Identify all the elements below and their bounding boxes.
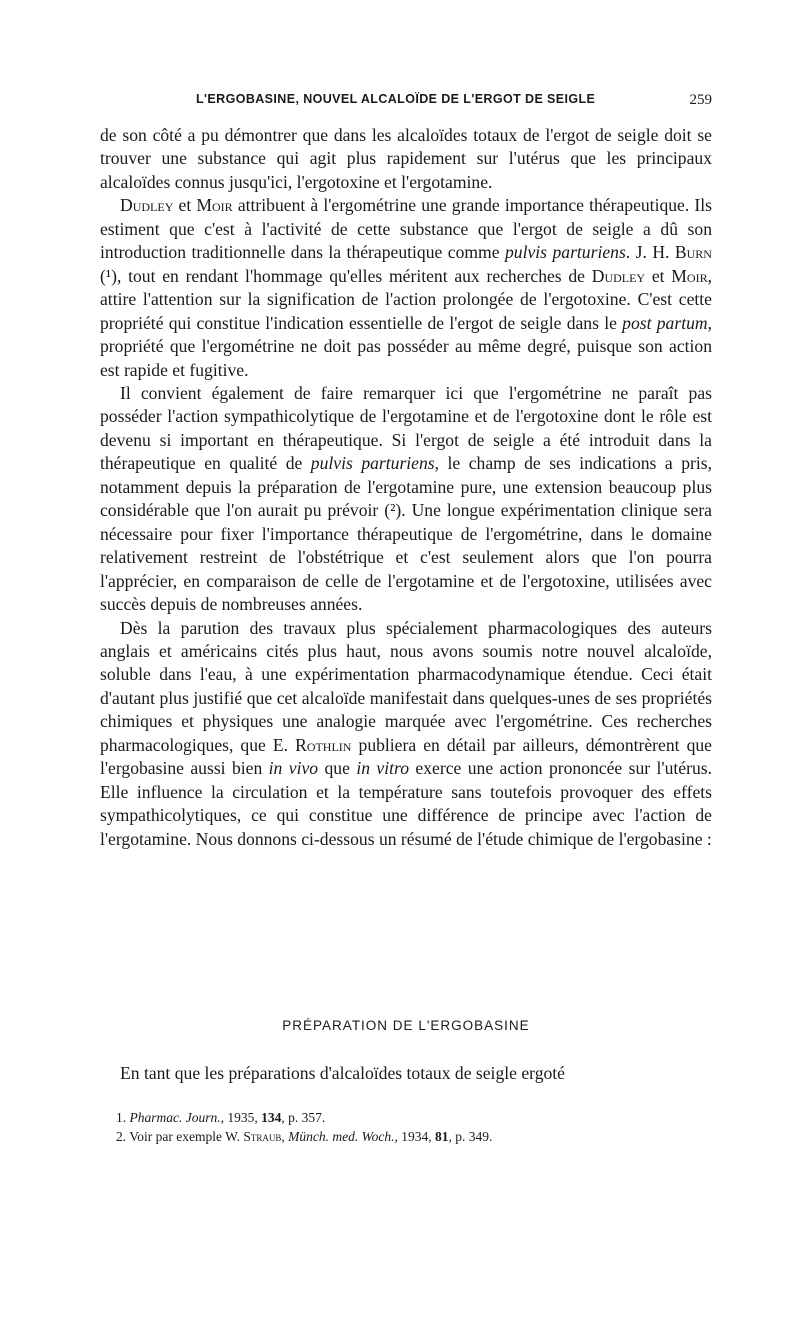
journal-title: Münch. med. Woch. bbox=[288, 1129, 395, 1144]
latin-term: in vivo bbox=[268, 758, 319, 779]
text-run: , 1934, bbox=[394, 1129, 435, 1144]
text-run: , bbox=[281, 1129, 289, 1144]
paragraph-4 bbox=[100, 617, 712, 852]
text-run: , 1935, bbox=[220, 1110, 262, 1125]
footnote-2 bbox=[100, 1127, 712, 1146]
text-run: , p. 349. bbox=[448, 1129, 493, 1144]
section-first-line: En tant que les préparations d'alcaloïdes totaux de seigle ergoté bbox=[120, 1063, 565, 1083]
running-header bbox=[100, 92, 712, 112]
paragraph-2 bbox=[100, 194, 712, 382]
text-run: Dès la parution des travaux plus spécialement pharmacologiques des auteurs anglais et américains cités plus haut, nous avons soumis notre nouvel alcaloïde, soluble dans l'eau, à une expérimentation pharmacodynamique étendue. Ceci était d'autant plus justifié que cet alcaloïde manifestait dans quelques-unes de ses propriétés chimiques et physiques une analogie marquée avec l'ergométrine. Ces recherches pharmacologiques, que E. bbox=[100, 617, 712, 755]
paragraph-1: de son côté a pu démontrer que dans les alcaloïdes totaux de l'ergot de seigle doit se trouver une substance qui agit plus rapidement sur l'utérus que les principaux alcaloïdes connus jusqu'ici, l'ergotoxine et l'ergotamine. bbox=[100, 125, 712, 192]
journal-title: Pharmac. Journ. bbox=[129, 1110, 221, 1125]
author-name: Straub bbox=[243, 1129, 282, 1144]
latin-term: post partum bbox=[622, 312, 708, 333]
text-run: Voir par exemple W. bbox=[126, 1129, 244, 1144]
paragraph-3 bbox=[100, 382, 712, 617]
body-text bbox=[100, 124, 712, 851]
running-title: L'ERGOBASINE, NOUVEL ALCALOÏDE DE L'ERGOT DE SEIGLE bbox=[196, 92, 596, 106]
text-run: et bbox=[173, 195, 197, 216]
author-name: Moir bbox=[196, 195, 233, 216]
footnote-ref: (¹), bbox=[100, 265, 129, 286]
footnote-number: 1. bbox=[116, 1110, 127, 1125]
text-run: tout en rendant l'hommage qu'elles méritent aux recherches de bbox=[128, 265, 592, 286]
latin-term: in vitro bbox=[356, 758, 409, 779]
author-name: Burn bbox=[674, 242, 712, 263]
latin-term: pulvis parturiens bbox=[310, 453, 435, 474]
page-number: 259 bbox=[689, 92, 712, 108]
text-run: , le champ de ses indications a pris, notamment depuis la préparation de l'ergotamine pure, une extension beaucoup plus considérable que l'on aurait pu prévoir (²). Une longue expérimentation clinique sera nécessaire pour fixer l'importance thérapeutique de l'ergométrine, dans le domaine relativement restreint de l'obstétrique et c'est seulement alors que l'on pourra l'apprécier, en comparaison de celle de l'ergotamine et de l'ergotoxine, utilisées avec succès depuis de nombreuses années. bbox=[100, 453, 712, 615]
text-run: . J. H. bbox=[625, 242, 675, 263]
text-run: , p. 357. bbox=[281, 1110, 326, 1125]
text-run: que bbox=[318, 758, 357, 779]
text-run: , propriété que l'ergométrine ne doit pas posséder au même degré, puisque son action est rapide et fugitive. bbox=[100, 312, 712, 380]
latin-term: pulvis parturiens bbox=[505, 242, 626, 263]
author-name: Rothlin bbox=[295, 734, 352, 755]
text-run: attribuent à l'ergométrine une grande importance thérapeutique. Ils estiment que c'est à l'activité de cette substance que l'ergot de seigle a dû son introduction traditionnelle dans la thérapeutique comme bbox=[100, 195, 712, 263]
text-run: publiera en détail par ailleurs, démontrèrent que l'ergobasine aussi bien bbox=[100, 734, 712, 779]
text-run: et bbox=[645, 265, 672, 286]
author-name: Moir bbox=[671, 265, 708, 286]
footnote-1 bbox=[100, 1108, 712, 1127]
footnote-number: 2. bbox=[116, 1129, 127, 1144]
volume-number: 81 bbox=[435, 1129, 449, 1144]
section-heading: PRÉPARATION DE L'ERGOBASINE bbox=[282, 1018, 530, 1033]
author-name: Dudley bbox=[591, 265, 646, 286]
author-name: Dudley bbox=[120, 195, 174, 216]
text-run: Il convient également de faire remarquer ici que l'ergométrine ne paraît pas posséder l'action sympathicolytique de l'ergotamine et de l'ergotoxine dont le rôle est devenu si important en thérapeutique. Si l'ergot de seigle a été introduit dans la thérapeutique en qualité de bbox=[100, 382, 712, 474]
text-run: exerce une action prononcée sur l'utérus. Elle influence la circulation et la température sans toutefois provoquer des effets sympathicolytiques, ce qui constitue une différence de principe avec l'action de l'ergotamine. Nous donnons ci-dessous un résumé de l'étude chimique de l'ergobasine : bbox=[100, 758, 712, 849]
text-run: , attire l'attention sur la signification de l'action prolongée de l'ergotoxine. C'est cette propriété qui constitue l'indication essentielle de l'ergot de seigle dans le bbox=[100, 265, 712, 333]
volume-number: 134 bbox=[261, 1110, 282, 1125]
footnotes bbox=[100, 1108, 712, 1146]
